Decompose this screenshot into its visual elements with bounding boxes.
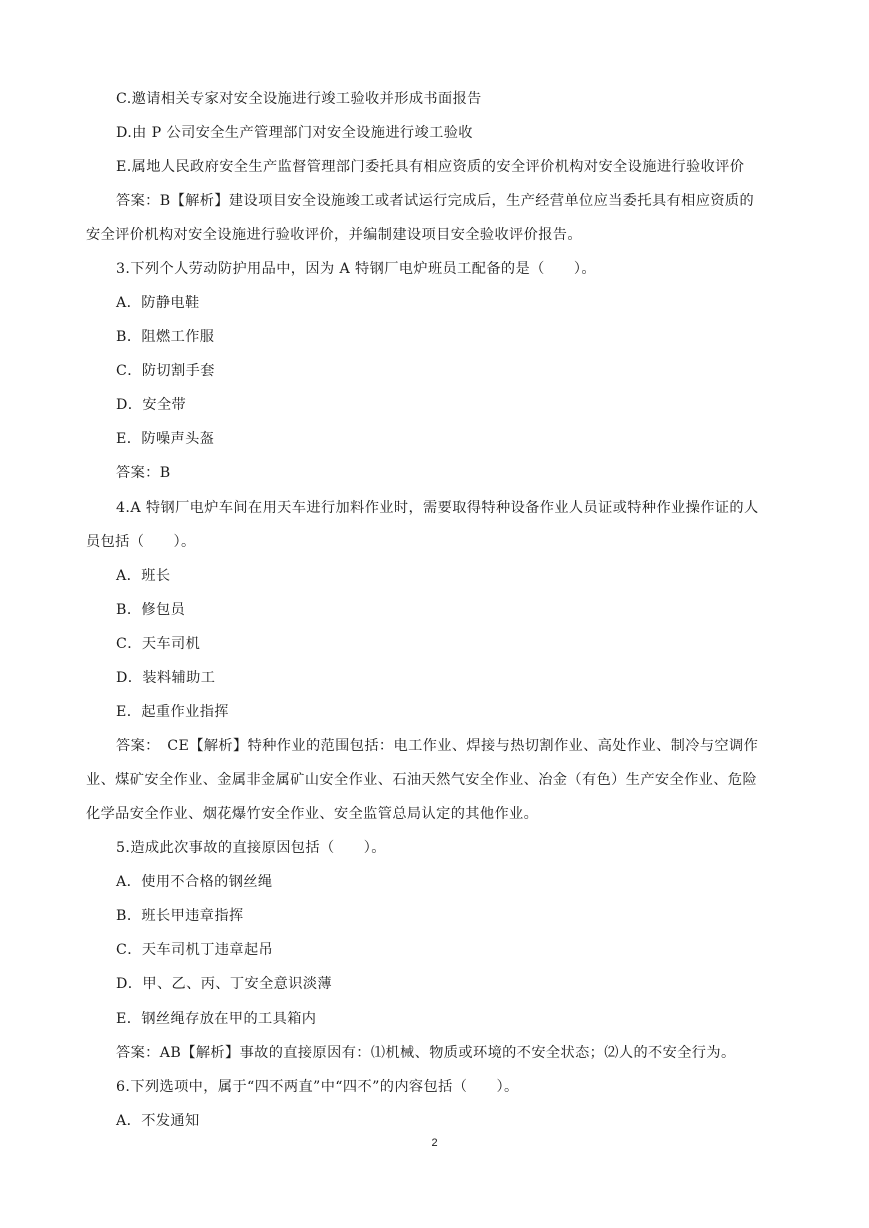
question-3: 3.下列个人劳动防护用品中，因为 A 特钢厂电炉班员工配备的是（ ）。 — [116, 261, 596, 277]
answer-line: 答案：AB【解析】事故的直接原因有：⑴机械、物质或环境的不安全状态；⑵人的不安全行为。 — [116, 1045, 736, 1061]
answer-line: 答案：B【解析】建设项目安全设施竣工或者试运行完成后，生产经营单位应当委托具有相应资质的 — [116, 193, 755, 209]
option-d: D．装料辅助工 — [116, 670, 216, 686]
option-c: C.邀请相关专家对安全设施进行竣工验收并形成书面报告 — [116, 91, 482, 107]
option-a: A．不发通知 — [116, 1113, 200, 1129]
answer-continuation: 安全评价机构对安全设施进行验收评价，并编制建设项目安全验收评价报告。 — [86, 227, 582, 243]
option-c: C．天车司机丁违章起吊 — [116, 942, 274, 958]
option-a: A．防静电鞋 — [116, 295, 200, 311]
answer-continuation: 业、煤矿安全作业、金属非金属矿山安全作业、石油天然气安全作业、冶金（有色）生产安全作业、危险 — [86, 772, 758, 788]
option-b: B．阻燃工作服 — [116, 329, 215, 345]
option-d: D．甲、乙、丙、丁安全意识淡薄 — [116, 976, 333, 992]
answer-line: 答案：B — [116, 465, 171, 481]
option-a: A．使用不合格的钢丝绳 — [116, 874, 273, 890]
question-5: 5.造成此次事故的直接原因包括（ ）。 — [116, 840, 386, 856]
option-b: B．修包员 — [116, 602, 186, 618]
option-c: C．天车司机 — [116, 636, 201, 652]
answer-line: 答案： CE【解析】特种作业的范围包括：电工作业、焊接与热切割作业、高处作业、制冷与空调作 — [116, 738, 759, 754]
option-e: E．防噪声头盔 — [116, 431, 215, 447]
option-e: E.属地人民政府安全生产监督管理部门委托具有相应资质的安全评价机构对安全设施进行验收评价 — [116, 159, 745, 175]
page-number: 2 — [431, 1137, 438, 1149]
answer-continuation: 化学品安全作业、烟花爆竹安全作业、安全监管总局认定的其他作业。 — [86, 806, 539, 822]
option-e: E．起重作业指挥 — [116, 704, 229, 720]
option-d: D．安全带 — [116, 397, 187, 413]
option-a: A．班长 — [116, 568, 171, 584]
option-d: D.由 P 公司安全生产管理部门对安全设施进行竣工验收 — [116, 125, 473, 141]
option-c: C．防切割手套 — [116, 363, 215, 379]
question-6: 6.下列选项中，属于“四不两直”中“四不”的内容包括（ ）。 — [116, 1079, 519, 1095]
option-e: E．钢丝绳存放在甲的工具箱内 — [116, 1011, 317, 1027]
question-4-continuation: 员包括（ ）。 — [86, 534, 196, 550]
option-b: B．班长甲违章指挥 — [116, 908, 244, 924]
question-4: 4.A 特钢厂电炉车间在用天车进行加料作业时，需要取得特种设备作业人员证或特种作业操作证的人 — [116, 500, 759, 516]
